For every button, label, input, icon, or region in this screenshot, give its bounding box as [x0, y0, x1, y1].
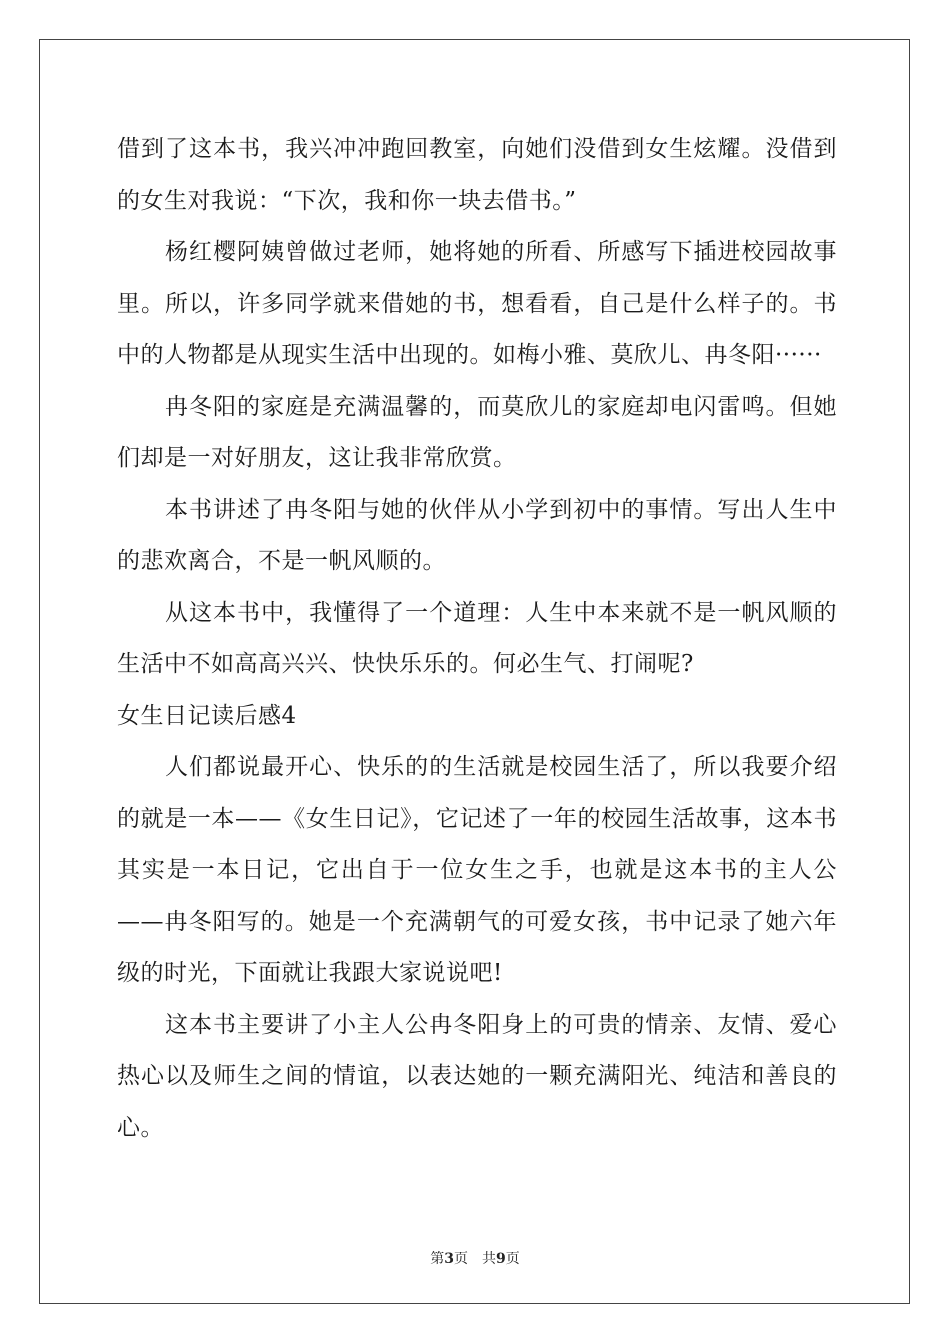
paragraph-3: 冉冬阳的家庭是充满温馨的，而莫欣儿的家庭却电闪雷鸣。但她们却是一对好朋友，这让我非常欣赏。 — [117, 393, 837, 471]
paragraph-1: 借到了这本书，我兴冲冲跑回教室，向她们没借到女生炫耀。没借到的女生对我说：“下次，我和你一块去借书。” — [117, 136, 837, 214]
total-page-number: 9 — [496, 1251, 506, 1267]
document-body — [117, 124, 837, 1154]
current-page-number: 3 — [444, 1251, 454, 1267]
page-label-middle: 页 共 — [454, 1251, 496, 1267]
paragraph-6: 人们都说最开心、快乐的的生活就是校园生活了，所以我要介绍的就是一本——《女生日记》，它记述了一年的校园生活故事，这本书其实是一本日记，它出自于一位女生之手，也就是这本书的主人公——冉冬阳写的。她是一个充满朝气的可爱女孩，书中记录了她六年级的时光，下面就让我跟大家说说吧! — [117, 754, 837, 986]
section-heading: 女生日记读后感4 — [117, 702, 297, 729]
page-label-suffix: 页 — [505, 1251, 520, 1267]
paragraph-5: 从这本书中，我懂得了一个道理：人生中本来就不是一帆风顺的生活中不如高高兴兴、快快乐乐的。何必生气、打闹呢? — [117, 599, 837, 677]
page-footer — [0, 1248, 950, 1268]
paragraph-7: 这本书主要讲了小主人公冉冬阳身上的可贵的情亲、友情、爱心热心以及师生之间的情谊，以表达她的一颗充满阳光、纯洁和善良的心。 — [117, 1011, 837, 1141]
paragraph-4: 本书讲述了冉冬阳与她的伙伴从小学到初中的事情。写出人生中的悲欢离合，不是一帆风顺的。 — [117, 496, 837, 574]
page-label-prefix: 第 — [430, 1251, 445, 1267]
paragraph-2: 杨红樱阿姨曾做过老师，她将她的所看、所感写下插进校园故事里。所以，许多同学就来借她的书，想看看，自己是什么样子的。书中的人物都是从现实生活中出现的。如梅小雅、莫欣儿、冉冬阳······ — [117, 239, 837, 368]
